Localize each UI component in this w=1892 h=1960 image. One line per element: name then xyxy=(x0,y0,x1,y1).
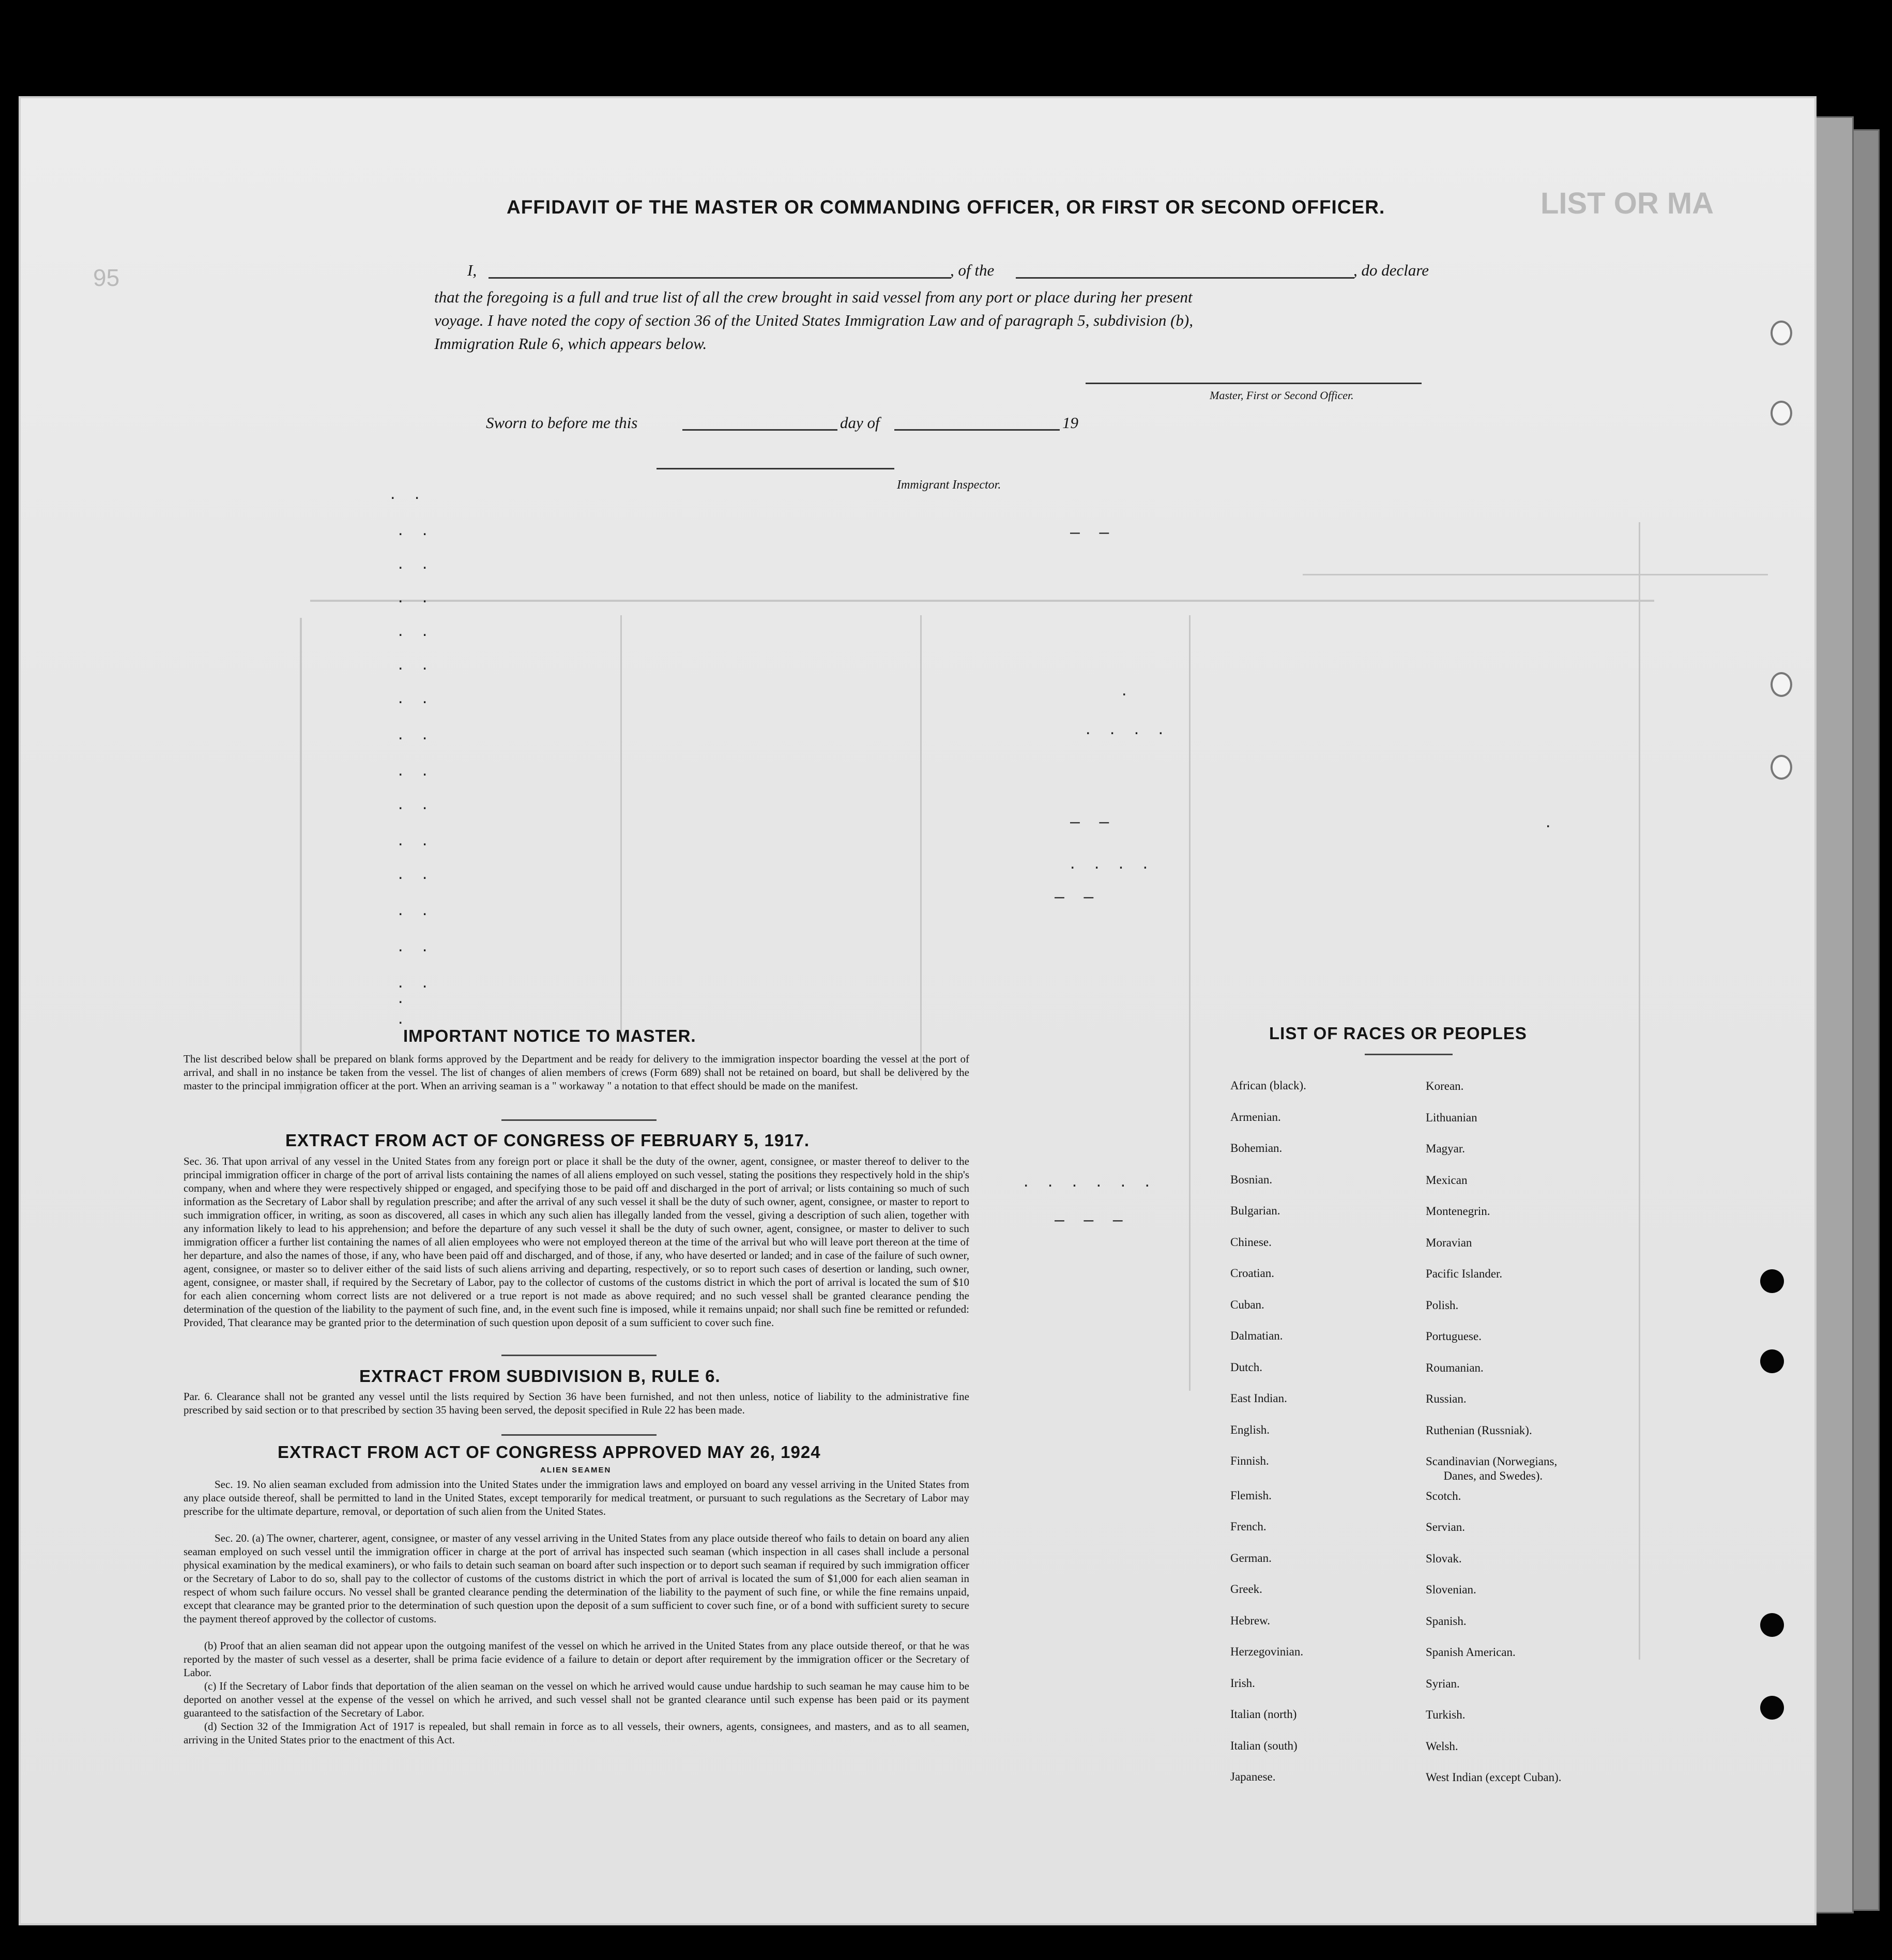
race-item: Irish. xyxy=(1230,1676,1255,1690)
punch-hole xyxy=(1760,1269,1784,1293)
bleed-table-rule xyxy=(920,615,922,1081)
scan-marks: . . xyxy=(390,483,427,503)
signature-blank xyxy=(1086,383,1422,384)
race-item: Magyar. xyxy=(1426,1142,1466,1155)
day-blank xyxy=(682,429,837,431)
scan-marks: . . . . xyxy=(1070,853,1155,873)
scan-marks: . . . . xyxy=(1086,719,1171,738)
bleed-table-rule xyxy=(300,618,302,1093)
extract-rule6-heading: EXTRACT FROM SUBDIVISION B, RULE 6. xyxy=(359,1366,721,1386)
race-item: Spanish. xyxy=(1426,1614,1467,1628)
binder-hole xyxy=(1771,672,1792,697)
affidavit-line3: voyage. I have noted the copy of section 36 of the United States Immigration Law and of paragraph 5, subdivision (b), xyxy=(434,311,1193,329)
race-item: Servian. xyxy=(1426,1521,1466,1533)
scan-marks: – – xyxy=(1055,887,1101,906)
races-heading: LIST OF RACES OR PEOPLES xyxy=(1269,1024,1527,1043)
race-item: Bohemian. xyxy=(1230,1142,1283,1154)
race-item: Italian (south) xyxy=(1230,1739,1298,1752)
race-item: Scandinavian (Norwegians, Danes, and Swedes). xyxy=(1426,1455,1558,1482)
scan-marks: – – – xyxy=(1055,1210,1130,1229)
race-item: Spanish American. xyxy=(1426,1646,1516,1659)
divider xyxy=(501,1119,657,1121)
race-item: German. xyxy=(1230,1551,1272,1564)
vessel-blank xyxy=(1016,277,1354,279)
race-item: Armenian. xyxy=(1230,1110,1281,1123)
race-item: Polish. xyxy=(1426,1298,1459,1312)
scan-marks: . xyxy=(398,1008,410,1028)
race-item: Japanese. xyxy=(1230,1770,1276,1783)
scan-marks: . . xyxy=(398,900,435,919)
race-item: Slovak. xyxy=(1426,1552,1462,1565)
scan-marks: . . xyxy=(398,553,435,573)
scan-marks: . . xyxy=(398,688,435,707)
race-item: Lithuanian xyxy=(1426,1111,1477,1124)
race-item: Finnish. xyxy=(1230,1454,1269,1467)
extract-1917-text: Sec. 36. That upon arrival of any vessel in the United States from any foreign port or place it shall be the duty of the owner, agent, consignee, or master thereof to deliver to the principal immigration officer in charge of the port of arrival lists containing the names of all aliens employed on such vessel, stating the positions they respectively hold in the ship's company, when and where they were respectively shipped or engaged, and specifying those to be paid off and discharged in the port of arrival; or lists containing so much of such information as the Secretary of Labor shall by regulation prescribe; and after the arrival of any such vessel it shall be the duty of such owner, agent, consignee, or master to report to such immigration officer, in writing, as soon as discovered, all cases in which any such alien has illegally landed from the vessel, giving a description of such alien, together with any information likely to lead to his apprehension; and before the departure of any such vessel it shall be the duty of such owner, agent, consignee, or master to deliver to such immigration officer a further list containing the names of all alien employees who were not employed thereon at the time of the arrival but who will leave port thereon at the time of her departure, and also the names of those, if any, who have been paid off and discharged, and of those, if any, who have deserted or landed; and in case of the failure of such owner, agent, consignee, or master so to deliver either of the said lists of such aliens arriving and departing, respectively, or so to report such cases of desertion or landing, such owner, agent, consignee, or master shall, if required by the Secretary of Labor, pay to the collector of customs of the customs district in which the port of arrival is located the sum of $10 for each alien concerning whom correct lists are not delivered or a true report is not made as above required; and no such vessel shall be granted clearance pending the determination of the question of the liability to the payment of such fine, and, in the event such fine is imposed, while it remains unpaid; nor shall such fine be remitted or refunded: Provided, That clearance may be granted prior to the determination of such question upon deposit of a sum sufficient to cover such fine. xyxy=(184,1155,969,1329)
scan-marks: – – xyxy=(1070,522,1117,542)
name-blank xyxy=(489,277,951,279)
affidavit-of-the: , of the xyxy=(950,261,995,279)
scan-marks: . . xyxy=(398,972,435,992)
extract-1917-heading: EXTRACT FROM ACT OF CONGRESS OF FEBRUARY 5, 1917. xyxy=(285,1131,810,1150)
bleed-table-rule xyxy=(1303,574,1768,575)
extract-rule6-text: Par. 6. Clearance shall not be granted any vessel until the lists required by Section 36 have been furnished, and not then unless, notice of liability to the administrative fine prescribed by said section or to that prescribed by section 35 having been served, the deposit specified in Rule 22 has been made. xyxy=(184,1390,969,1416)
inspector-signature-blank xyxy=(657,468,894,469)
bleed-table-rule xyxy=(620,615,622,1081)
race-item: Korean. xyxy=(1426,1080,1464,1092)
bleed-title-left: LIST OR MA xyxy=(1540,187,1714,220)
race-item: Slovenian. xyxy=(1426,1583,1476,1596)
divider xyxy=(501,1355,657,1356)
inspector-label: Immigrant Inspector. xyxy=(897,478,1001,492)
bleed-table-rule xyxy=(1189,615,1191,1391)
scan-marks: . . xyxy=(398,863,435,883)
affidavit-line2: that the foregoing is a full and true list of all the crew brought in said vessel from any port or place during her present xyxy=(434,288,1193,306)
scan-marks: . . xyxy=(398,654,435,674)
binder-hole xyxy=(1771,755,1792,780)
race-item: Bosnian. xyxy=(1230,1173,1273,1186)
sec20d-text: (d) Section 32 of the Immigration Act of 1917 is repealed, but shall remain in force as to all vessels, their owners, agents, consignees, and masters, and as to all seamen, arriving in the United States prior to the enactment of this Act. xyxy=(184,1720,969,1746)
sec20c-text: (c) If the Secretary of Labor finds that deportation of the alien seaman on the vessel on which he arrived would cause undue hardship to such seaman he may cause him to be deported on another vessel at the expense of the vessel on which he arrived, and such vessel shall not be granted clearance until such expense has been paid or its payment guaranteed to the satisfaction of the Secretary of Labor. xyxy=(184,1680,969,1719)
day-of-label: day of xyxy=(840,414,880,432)
race-item: African (black). xyxy=(1230,1079,1306,1092)
race-item: Moravian xyxy=(1426,1236,1472,1249)
sworn-label: Sworn to before me this xyxy=(486,414,638,432)
binder-hole xyxy=(1771,401,1792,426)
race-item: Herzegovinian. xyxy=(1230,1645,1304,1658)
signature-label: Master, First or Second Officer. xyxy=(1210,389,1354,402)
extract-1924-heading: EXTRACT FROM ACT OF CONGRESS APPROVED MAY 26, 1924 xyxy=(278,1442,821,1462)
bleed-page-number: 95 xyxy=(93,264,120,291)
race-item: Greek. xyxy=(1230,1583,1262,1596)
document-page xyxy=(21,98,1814,1923)
bleed-table-rule xyxy=(310,600,1654,602)
notice-text: The list described below shall be prepared on blank forms approved by the Department and be ready for delivery to the immigration inspector boarding the vessel at the port of arrival, and shall in no instance be taken from the vessel. The list of changes of alien members of crews (Form 689) shall not be retained on board, but shall be delivered by the master to the principal immigration officer at the port. When an arriving seaman is a " workaway " a notation to that effect should be made on the manifest. xyxy=(184,1053,969,1092)
scan-marks: . . xyxy=(398,724,435,743)
bleed-table-rule xyxy=(1639,522,1640,1660)
divider xyxy=(501,1434,657,1436)
affidavit-heading: AFFIDAVIT OF THE MASTER OR COMMANDING OFFICER, OR FIRST OR SECOND OFFICER. xyxy=(507,196,1385,218)
race-item: Dutch. xyxy=(1230,1360,1262,1374)
scan-marks: – – xyxy=(1070,812,1117,831)
race-item: Turkish. xyxy=(1426,1708,1466,1721)
race-item: East Indian. xyxy=(1230,1392,1287,1405)
scan-marks: . xyxy=(1122,680,1134,700)
race-item: Ruthenian (Russniak). xyxy=(1426,1423,1532,1437)
punch-hole xyxy=(1760,1613,1784,1637)
scan-marks: . . xyxy=(398,794,435,813)
race-item: Cuban. xyxy=(1230,1298,1264,1311)
race-item: Scotch. xyxy=(1426,1489,1461,1502)
race-item: Flemish. xyxy=(1230,1488,1272,1502)
sec20b-text: (b) Proof that an alien seaman did not appear upon the outgoing manifest of the vessel on which he arrived in the United States from any place outside thereof, or that he was reported by the master of such vessel as a deserter, shall be prima facie evidence of a failure to detain or deport after requirement by the immigration officer or the Secretary of Labor. xyxy=(184,1639,969,1679)
race-item: Dalmatian. xyxy=(1230,1329,1283,1342)
punch-hole xyxy=(1760,1349,1784,1373)
scan-marks: . xyxy=(1546,812,1558,831)
race-item: Chinese. xyxy=(1230,1235,1272,1249)
race-item: English. xyxy=(1230,1423,1270,1436)
scan-marks: . . xyxy=(398,830,435,849)
race-item: Roumanian. xyxy=(1426,1361,1484,1374)
race-item: Welsh. xyxy=(1426,1739,1458,1753)
affidavit-line4: Immigration Rule 6, which appears below. xyxy=(434,335,707,353)
punch-hole xyxy=(1760,1696,1784,1720)
binder-hole xyxy=(1771,321,1792,345)
affidavit-declare: , do declare xyxy=(1353,261,1429,279)
month-blank xyxy=(894,429,1060,431)
scan-marks: . . xyxy=(398,620,435,640)
race-item: Syrian. xyxy=(1426,1677,1460,1690)
scan-marks: . xyxy=(398,987,410,1007)
race-item: French. xyxy=(1230,1520,1267,1533)
year-prefix: 19 xyxy=(1062,414,1078,432)
sec19-text: Sec. 19. No alien seaman excluded from admission into the United States under the immigration laws and employed on board any vessel arriving in the United States from any place outside thereof, shall be permitted to land in the United States, except temporarily for medical treatment, or pursuant to such regulations as the Secretary of Labor may prescribe for the ultimate departure, removal, or deportation of such alien from the United States. xyxy=(184,1478,969,1517)
scan-marks: . . xyxy=(398,760,435,780)
race-item: Italian (north) xyxy=(1230,1708,1297,1721)
race-item: Pacific Islander. xyxy=(1426,1267,1503,1280)
sec20a-text: Sec. 20. (a) The owner, charterer, agent, consignee, or master of any vessel arriving in the United States from any place outside thereof who fails to detain on board any alien seaman employed on such vessel until the immigration officer in charge at the port of arrival has inspected such seaman (which inspection in all cases shall include a personal physical examination by the medical examiners), or who fails to detain such seaman on board after such inspection or to deport such seaman if required by such immigration officer or the Secretary of Labor to do so, shall pay to the collector of customs of the customs district in which the port of arrival is located the sum of $1,000 for each alien seaman in respect of whom such failure occurs. No vessel shall be granted clearance pending the determination of the liability to the payment of such fine, or while the fine remains unpaid, except that clearance may be granted prior to the determination of such question upon the deposit of a sum sufficient to cover such fine, or of a bond with sufficient surety to secure the payment thereof approved by the collector of customs. xyxy=(184,1532,969,1625)
scan-marks: . . xyxy=(398,520,435,539)
race-item: Croatian. xyxy=(1230,1267,1274,1280)
notice-heading: IMPORTANT NOTICE TO MASTER. xyxy=(403,1026,696,1045)
race-item: West Indian (except Cuban). xyxy=(1426,1771,1562,1784)
scan-marks: . . xyxy=(398,587,435,606)
scan-marks: . . xyxy=(398,936,435,955)
race-item: Bulgarian. xyxy=(1230,1204,1280,1217)
race-item: Russian. xyxy=(1426,1392,1467,1405)
affidavit-i: I, xyxy=(467,261,477,279)
race-item: Hebrew. xyxy=(1230,1614,1271,1627)
race-item: Mexican xyxy=(1426,1173,1468,1187)
extract-1924-subheading: ALIEN SEAMEN xyxy=(540,1466,612,1475)
divider xyxy=(1365,1054,1453,1055)
race-item: Montenegrin. xyxy=(1426,1205,1490,1218)
scan-marks: . . . . . . xyxy=(1024,1171,1157,1191)
race-item: Portuguese. xyxy=(1426,1330,1482,1343)
